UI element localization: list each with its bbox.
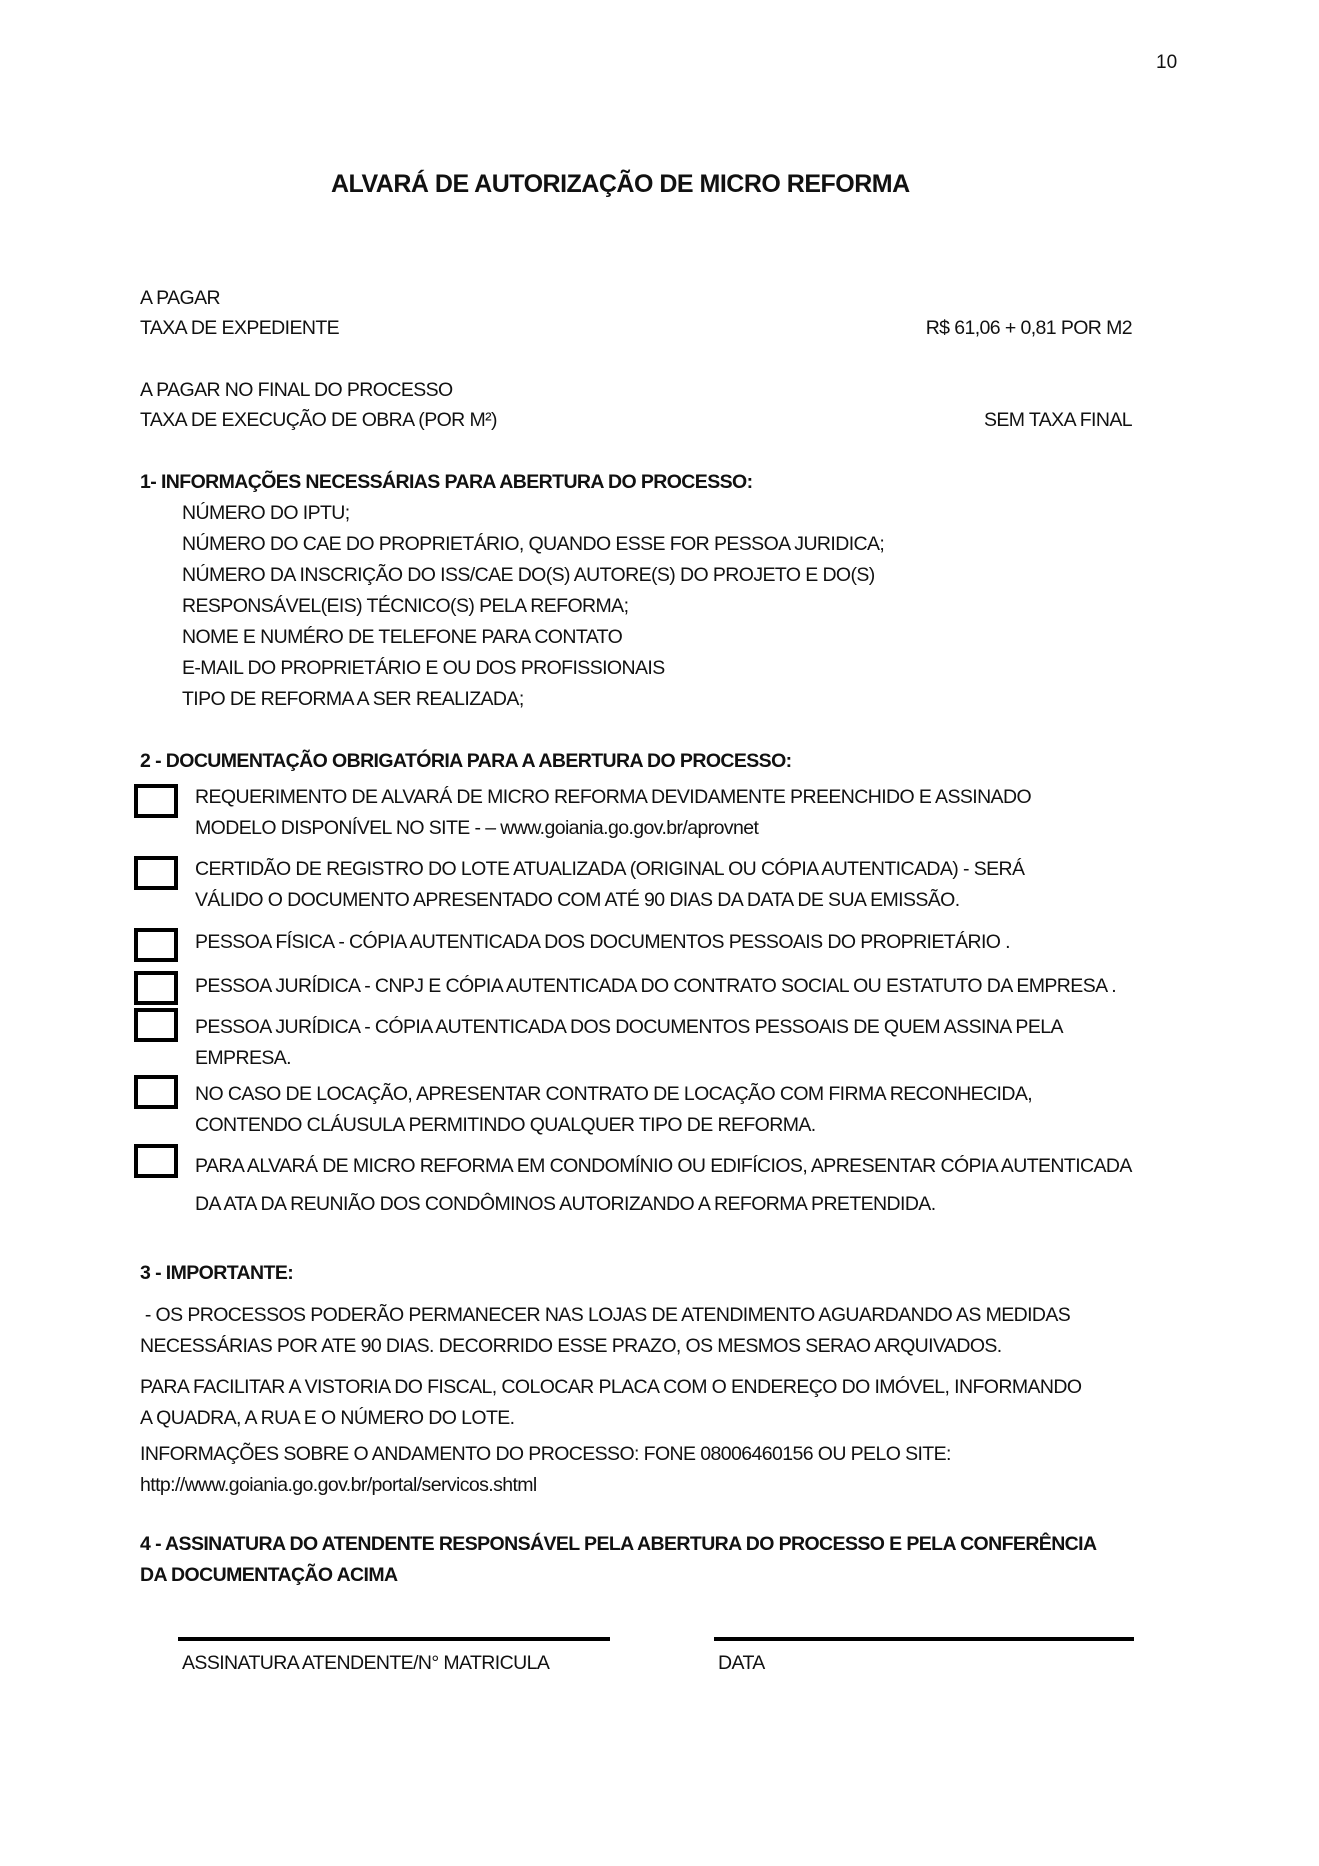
fee-label-top: A PAGAR NO FINAL DO PROCESSO [140,379,453,401]
date-label: DATA [718,1652,765,1674]
signature-line [178,1637,610,1641]
document-title: ALVARÁ DE AUTORIZAÇÃO DE MICRO REFORMA [331,170,910,198]
important-line: - OS PROCESSOS PODERÃO PERMANECER NAS LOJAS DE ATENDIMENTO AGUARDANDO AS MEDIDAS [140,1304,1071,1326]
document-item-line: REQUERIMENTO DE ALVARÁ DE MICRO REFORMA DEVIDAMENTE PREENCHIDO E ASSINADO [195,786,1032,808]
checkbox[interactable] [134,971,178,1005]
document-item-line: VÁLIDO O DOCUMENTO APRESENTADO COM ATÉ 90 DIAS DA DATA DE SUA EMISSÃO. [195,889,960,911]
important-line: A QUADRA, A RUA E O NÚMERO DO LOTE. [140,1407,515,1429]
document-item-line: CONTENDO CLÁUSULA PERMITINDO QUALQUER TIPO DE REFORMA. [195,1114,816,1136]
fee-label: TAXA DE EXPEDIENTE [140,317,340,339]
section-2-heading: 2 - DOCUMENTAÇÃO OBRIGATÓRIA PARA A ABERTURA DO PROCESSO: [140,750,792,772]
fee-label: TAXA DE EXECUÇÃO DE OBRA (POR M²) [140,409,497,431]
document-item-line: MODELO DISPONÍVEL NO SITE - – www.goiania.go.gov.br/aprovnet [195,817,759,839]
section-4-heading: 4 - ASSINATURA DO ATENDENTE RESPONSÁVEL PELA ABERTURA DO PROCESSO E PELA CONFERÊNCIA [140,1533,1097,1555]
signature-label: ASSINATURA ATENDENTE/N° MATRICULA [182,1652,550,1674]
info-line: RESPONSÁVEL(EIS) TÉCNICO(S) PELA REFORMA; [182,595,629,617]
document-item-line: DA ATA DA REUNIÃO DOS CONDÔMINOS AUTORIZANDO A REFORMA PRETENDIDA. [195,1193,936,1215]
checkbox[interactable] [134,1075,178,1109]
document-item-line: PESSOA FÍSICA - CÓPIA AUTENTICADA DOS DOCUMENTOS PESSOAIS DO PROPRIETÁRIO . [195,931,1010,953]
section-4-heading: DA DOCUMENTAÇÃO ACIMA [140,1564,398,1586]
important-line: PARA FACILITAR A VISTORIA DO FISCAL, COLOCAR PLACA COM O ENDEREÇO DO IMÓVEL, INFORMANDO [140,1376,1082,1398]
checkbox[interactable] [134,784,178,818]
checkbox[interactable] [134,1008,178,1042]
info-line: NÚMERO DO IPTU; [182,502,350,524]
date-line [714,1637,1134,1641]
fee-label-top: A PAGAR [140,287,220,309]
document-item-line: EMPRESA. [195,1047,291,1069]
important-line: NECESSÁRIAS POR ATE 90 DIAS. DECORRIDO ESSE PRAZO, OS MESMOS SERAO ARQUIVADOS. [140,1335,1002,1357]
info-line: NÚMERO DO CAE DO PROPRIETÁRIO, QUANDO ESSE FOR PESSOA JURIDICA; [182,533,885,555]
info-line: TIPO DE REFORMA A SER REALIZADA; [182,688,524,710]
document-item-line: NO CASO DE LOCAÇÃO, APRESENTAR CONTRATO DE LOCAÇÃO COM FIRMA RECONHECIDA, [195,1083,1033,1105]
fee-value: SEM TAXA FINAL [983,409,1132,431]
info-line: NOME E NUMÉRO DE TELEFONE PARA CONTATO [182,626,623,648]
section-1-heading: 1- INFORMAÇÕES NECESSÁRIAS PARA ABERTURA DO PROCESSO: [140,471,753,493]
info-line: E-MAIL DO PROPRIETÁRIO E OU DOS PROFISSIONAIS [182,657,665,679]
section-3-heading: 3 - IMPORTANTE: [140,1262,294,1284]
page-number: 10 [1156,52,1178,73]
document-item-line: PARA ALVARÁ DE MICRO REFORMA EM CONDOMÍNIO OU EDIFÍCIOS, APRESENTAR CÓPIA AUTENTICADA [195,1155,1132,1177]
checkbox[interactable] [134,1144,178,1178]
fee-value: R$ 61,06 + 0,81 POR M2 [925,317,1132,339]
checkbox[interactable] [134,928,178,962]
website-link[interactable]: http://www.goiania.go.gov.br/portal/servicos.shtml [140,1474,537,1496]
document-item-line: PESSOA JURÍDICA - CNPJ E CÓPIA AUTENTICADA DO CONTRATO SOCIAL OU ESTATUTO DA EMPRESA . [195,975,1117,997]
checkbox[interactable] [134,856,178,890]
info-line: NÚMERO DA INSCRIÇÃO DO ISS/CAE DO(S) AUTORE(S) DO PROJETO E DO(S) [182,564,875,586]
document-item-line: PESSOA JURÍDICA - CÓPIA AUTENTICADA DOS DOCUMENTOS PESSOAIS DE QUEM ASSINA PELA [195,1016,1063,1038]
important-line: INFORMAÇÕES SOBRE O ANDAMENTO DO PROCESSO: FONE 08006460156 OU PELO SITE: [140,1443,951,1465]
document-item-line: CERTIDÃO DE REGISTRO DO LOTE ATUALIZADA (ORIGINAL OU CÓPIA AUTENTICADA) - SERÁ [195,858,1025,880]
